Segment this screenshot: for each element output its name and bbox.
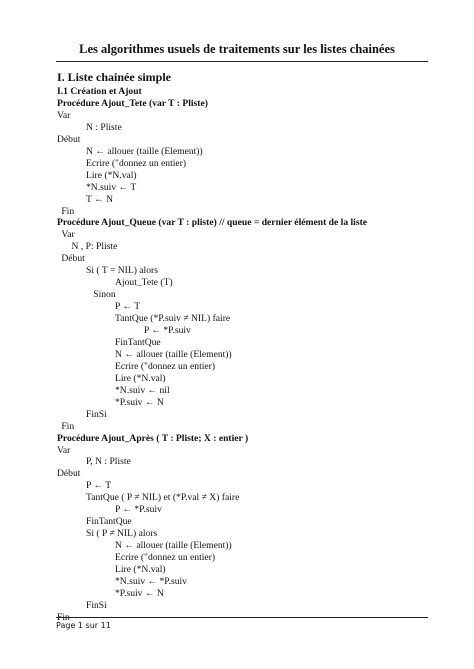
code-line: *N.suiv ← *P.suiv — [115, 575, 187, 587]
code-line: Var — [61, 229, 75, 241]
code-line: Fin — [57, 611, 70, 623]
code-line: FinSi — [86, 408, 107, 420]
code-line: T ← N — [86, 193, 114, 205]
code-line: Fin — [61, 420, 75, 432]
code-line: Procédure Ajout_Queue (var T : pliste) // queue = dernier élément de la liste — [57, 217, 368, 229]
code-line: Lire (*N.val) — [86, 169, 137, 181]
code-line: P ← *P.suiv — [144, 325, 191, 336]
section-heading: I. Liste chainée simple — [57, 70, 171, 84]
document-title: Les algorithmes usuels de traitements sur les listes chainées — [79, 42, 395, 56]
code-line: FinSi — [86, 599, 107, 611]
code-line: Var — [57, 109, 71, 121]
code-line: FinTantQue — [115, 336, 161, 348]
code-line: *P.suiv ← N — [115, 587, 164, 599]
code-line: Si ( P ≠ NIL) alors — [86, 528, 158, 540]
code-line: Procédure Ajout_Tete (var T : Pliste) — [57, 97, 208, 109]
code-line: N ← allouer (taille (Element)) — [86, 145, 203, 157]
code-line: Ecrire ("donnez un entier) — [115, 360, 216, 372]
code-line: Début — [57, 133, 81, 145]
title-rule — [56, 61, 428, 62]
code-line: P ← T — [115, 301, 141, 313]
code-line: FinTantQue — [86, 516, 132, 528]
code-line: P, N : Pliste — [86, 456, 131, 468]
code-line: N : Pliste — [86, 121, 122, 133]
code-line: P ← *P.suiv — [115, 504, 162, 516]
code-line: TantQue (*P.suiv ≠ NIL) faire — [115, 313, 231, 325]
code-line: Var — [57, 444, 71, 456]
code-line: N , P: Pliste — [71, 241, 118, 253]
code-line: Sinon — [93, 289, 116, 301]
code-line: *N.suiv ← T — [86, 181, 137, 193]
code-line: *N.suiv ← nil — [115, 384, 170, 396]
page-number: Page 1 sur 11 — [56, 621, 111, 630]
code-line: Début — [61, 253, 85, 265]
code-line: N ← allouer (taille (Element)) — [115, 540, 232, 552]
code-line: Ajout_Tete (T) — [115, 277, 173, 289]
code-line: Lire (*N.val) — [115, 372, 166, 384]
code-line: *P.suiv ← N — [115, 396, 164, 408]
code-line: Ecrire ("donnez un entier) — [115, 552, 216, 564]
code-line: Ecrire ("donnez un entier) — [86, 157, 187, 169]
code-line: Fin — [61, 205, 75, 217]
code-line: Lire (*N.val) — [115, 564, 166, 575]
code-line: N ← allouer (taille (Element)) — [115, 348, 232, 360]
code-line: Procédure Ajout_Après ( T : Pliste; X : entier ) — [57, 432, 249, 444]
code-line: TantQue ( P ≠ NIL) et (*P.val ≠ X) faire — [86, 492, 240, 504]
code-line: P ← T — [86, 480, 112, 492]
code-line: Début — [57, 468, 81, 480]
footer-rule — [56, 617, 428, 618]
code-line: I.1 Création et Ajout — [57, 86, 142, 97]
code-line: Si ( T = NIL) alors — [86, 265, 158, 277]
